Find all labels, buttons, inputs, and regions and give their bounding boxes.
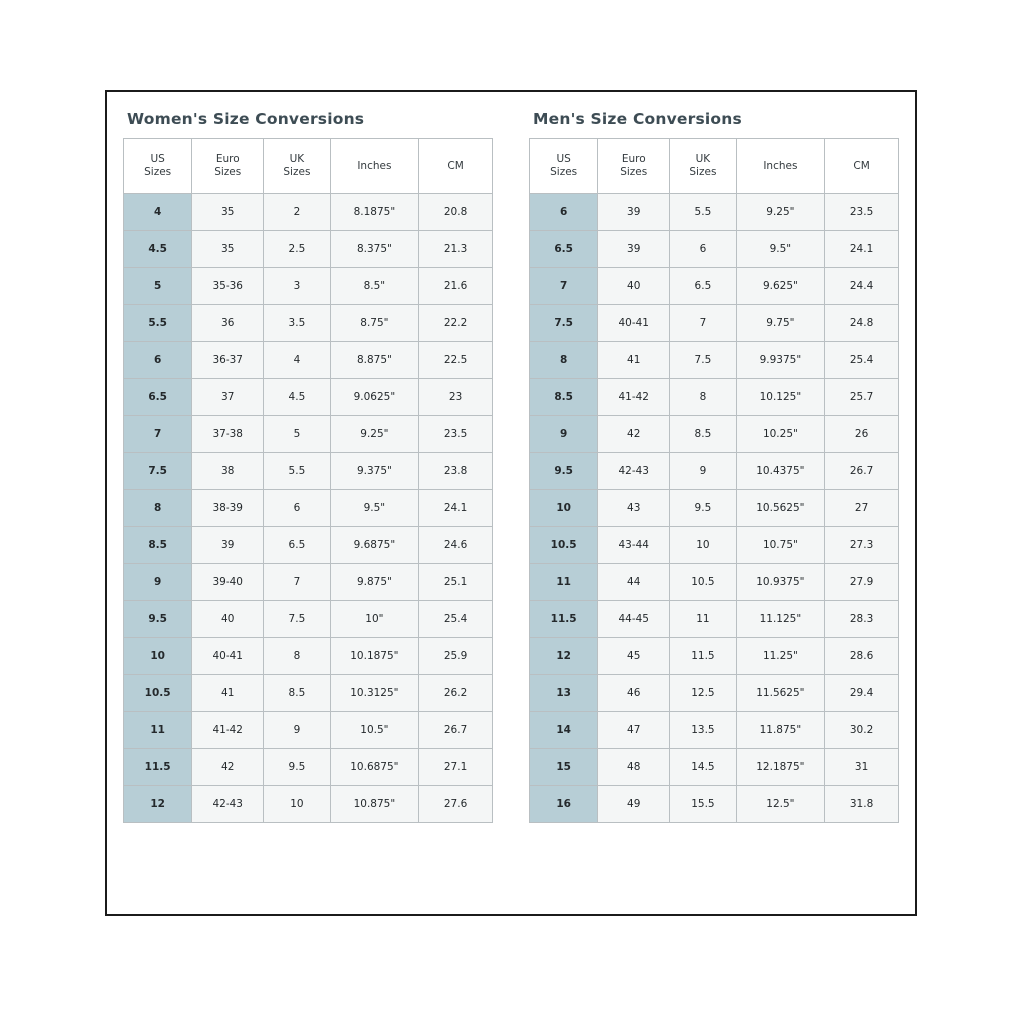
table-row	[530, 749, 899, 786]
cell-cm: 27.1	[419, 749, 493, 786]
column-header-us	[530, 139, 598, 194]
cell-euro: 49	[598, 786, 670, 823]
cell-inches: 9.6875"	[330, 527, 419, 564]
table-row	[530, 416, 899, 453]
cell-us: 6	[124, 342, 192, 379]
header-line-1: CM	[447, 159, 464, 172]
cell-us: 12	[530, 638, 598, 675]
cell-inches: 12.1875"	[736, 749, 825, 786]
cell-cm: 25.4	[419, 601, 493, 638]
table-row	[530, 601, 899, 638]
cell-cm: 25.4	[825, 342, 899, 379]
cell-uk: 9	[264, 712, 330, 749]
cell-inches: 10.5625"	[736, 490, 825, 527]
cell-inches: 10.25"	[736, 416, 825, 453]
cell-uk: 6	[264, 490, 330, 527]
table-row	[124, 564, 493, 601]
cell-euro: 41	[192, 675, 264, 712]
cell-inches: 9.9375"	[736, 342, 825, 379]
cell-inches: 10.9375"	[736, 564, 825, 601]
cell-us: 12	[124, 786, 192, 823]
cell-inches: 10.4375"	[736, 453, 825, 490]
cell-cm: 23.5	[419, 416, 493, 453]
cell-uk: 7.5	[264, 601, 330, 638]
column-header-inches	[736, 139, 825, 194]
cell-cm: 25.9	[419, 638, 493, 675]
cell-cm: 25.1	[419, 564, 493, 601]
table-row	[530, 453, 899, 490]
column-header-euro	[598, 139, 670, 194]
table-row	[530, 786, 899, 823]
cell-inches: 11.125"	[736, 601, 825, 638]
table-row	[124, 342, 493, 379]
header-line-2: Sizes	[689, 166, 717, 178]
table-row	[124, 305, 493, 342]
mens-size-section	[529, 106, 899, 823]
table-row	[530, 268, 899, 305]
cell-inches: 10.75"	[736, 527, 825, 564]
cell-inches: 9.0625"	[330, 379, 419, 416]
cell-cm: 23.8	[419, 453, 493, 490]
header-line-1: UK	[289, 153, 305, 165]
table-row	[530, 490, 899, 527]
cell-uk: 4.5	[264, 379, 330, 416]
womens-section-title: Women's Size Conversions	[127, 110, 365, 128]
cell-euro: 42	[598, 416, 670, 453]
cell-inches: 10.125"	[736, 379, 825, 416]
cell-uk: 5	[264, 416, 330, 453]
cell-cm: 30.2	[825, 712, 899, 749]
cell-uk: 13.5	[670, 712, 736, 749]
cell-euro: 43-44	[598, 527, 670, 564]
cell-us: 10.5	[530, 527, 598, 564]
cell-euro: 45	[598, 638, 670, 675]
cell-inches: 9.625"	[736, 268, 825, 305]
cell-inches: 8.75"	[330, 305, 419, 342]
cell-us: 10	[124, 638, 192, 675]
cell-inches: 8.375"	[330, 231, 419, 268]
cell-euro: 38	[192, 453, 264, 490]
cell-uk: 15.5	[670, 786, 736, 823]
cell-inches: 9.375"	[330, 453, 419, 490]
cell-euro: 36	[192, 305, 264, 342]
cell-inches: 11.5625"	[736, 675, 825, 712]
cell-us: 5.5	[124, 305, 192, 342]
table-row	[124, 786, 493, 823]
cell-inches: 10"	[330, 601, 419, 638]
cell-cm: 26.2	[419, 675, 493, 712]
cell-uk: 5.5	[670, 194, 736, 231]
cell-uk: 6	[670, 231, 736, 268]
cell-inches: 9.5"	[330, 490, 419, 527]
cell-inches: 9.875"	[330, 564, 419, 601]
cell-cm: 28.3	[825, 601, 899, 638]
cell-cm: 27	[825, 490, 899, 527]
cell-euro: 44-45	[598, 601, 670, 638]
cell-euro: 41	[598, 342, 670, 379]
header-line-2: Sizes	[214, 166, 242, 178]
table-row	[124, 416, 493, 453]
table-row	[530, 564, 899, 601]
cell-us: 8.5	[530, 379, 598, 416]
womens-table-head	[124, 139, 493, 194]
cell-inches: 9.25"	[330, 416, 419, 453]
header-line-1: UK	[695, 153, 711, 165]
cell-us: 7	[124, 416, 192, 453]
cell-euro: 35	[192, 194, 264, 231]
cell-euro: 39	[598, 231, 670, 268]
cell-inches: 10.6875"	[330, 749, 419, 786]
cell-us: 6	[530, 194, 598, 231]
cell-inches: 8.875"	[330, 342, 419, 379]
table-row	[530, 638, 899, 675]
cell-us: 6.5	[530, 231, 598, 268]
header-line-2: Sizes	[620, 166, 648, 178]
cell-cm: 20.8	[419, 194, 493, 231]
cell-us: 4	[124, 194, 192, 231]
cell-euro: 47	[598, 712, 670, 749]
cell-cm: 29.4	[825, 675, 899, 712]
mens-section-title: Men's Size Conversions	[533, 110, 742, 128]
cell-euro: 42-43	[192, 786, 264, 823]
table-row	[530, 194, 899, 231]
header-line-1: Euro	[621, 153, 646, 165]
cell-uk: 6.5	[264, 527, 330, 564]
cell-uk: 10	[670, 527, 736, 564]
cell-us: 11	[124, 712, 192, 749]
cell-euro: 37-38	[192, 416, 264, 453]
header-line-1: US	[150, 153, 165, 165]
mens-table-head	[530, 139, 899, 194]
table-row	[530, 231, 899, 268]
table-row	[124, 453, 493, 490]
cell-euro: 36-37	[192, 342, 264, 379]
cell-uk: 11	[670, 601, 736, 638]
cell-uk: 8.5	[264, 675, 330, 712]
header-line-1: CM	[853, 159, 870, 172]
cell-inches: 10.3125"	[330, 675, 419, 712]
cell-inches: 10.875"	[330, 786, 419, 823]
cell-us: 9.5	[530, 453, 598, 490]
column-header-cm	[419, 139, 493, 194]
cell-inches: 12.5"	[736, 786, 825, 823]
womens-size-section	[123, 106, 493, 823]
header-line-1: US	[556, 153, 571, 165]
cell-uk: 10	[264, 786, 330, 823]
table-header-row	[124, 139, 493, 194]
cell-cm: 27.3	[825, 527, 899, 564]
cell-us: 7	[530, 268, 598, 305]
cell-us: 15	[530, 749, 598, 786]
table-row	[124, 675, 493, 712]
table-row	[124, 749, 493, 786]
cell-cm: 24.1	[419, 490, 493, 527]
cell-euro: 42	[192, 749, 264, 786]
cell-us: 7.5	[530, 305, 598, 342]
table-row	[124, 268, 493, 305]
cell-us: 7.5	[124, 453, 192, 490]
womens-size-table	[123, 138, 493, 823]
table-header-row	[530, 139, 899, 194]
table-row	[124, 490, 493, 527]
table-row	[124, 712, 493, 749]
cell-uk: 5.5	[264, 453, 330, 490]
cell-uk: 9.5	[264, 749, 330, 786]
cell-inches: 9.75"	[736, 305, 825, 342]
column-header-uk	[264, 139, 330, 194]
cell-inches: 10.1875"	[330, 638, 419, 675]
column-header-us	[124, 139, 192, 194]
cell-uk: 10.5	[670, 564, 736, 601]
cell-euro: 40	[598, 268, 670, 305]
cell-inches: 10.5"	[330, 712, 419, 749]
cell-us: 16	[530, 786, 598, 823]
cell-cm: 26.7	[825, 453, 899, 490]
cell-uk: 7	[670, 305, 736, 342]
cell-uk: 9	[670, 453, 736, 490]
cell-us: 14	[530, 712, 598, 749]
size-chart-card	[105, 90, 917, 916]
header-line-1: Inches	[763, 159, 798, 172]
cell-cm: 27.9	[825, 564, 899, 601]
cell-cm: 21.6	[419, 268, 493, 305]
cell-cm: 22.5	[419, 342, 493, 379]
cell-us: 6.5	[124, 379, 192, 416]
cell-uk: 3	[264, 268, 330, 305]
cell-cm: 26.7	[419, 712, 493, 749]
cell-euro: 37	[192, 379, 264, 416]
cell-us: 11	[530, 564, 598, 601]
table-row	[124, 527, 493, 564]
cell-euro: 41-42	[192, 712, 264, 749]
column-header-euro	[192, 139, 264, 194]
cell-cm: 27.6	[419, 786, 493, 823]
table-row	[530, 675, 899, 712]
header-line-1: Euro	[215, 153, 240, 165]
cell-cm: 23	[419, 379, 493, 416]
table-row	[124, 379, 493, 416]
table-row	[124, 231, 493, 268]
cell-uk: 14.5	[670, 749, 736, 786]
cell-inches: 11.875"	[736, 712, 825, 749]
cell-cm: 31.8	[825, 786, 899, 823]
cell-us: 13	[530, 675, 598, 712]
cell-uk: 8	[670, 379, 736, 416]
cell-cm: 28.6	[825, 638, 899, 675]
cell-inches: 8.5"	[330, 268, 419, 305]
cell-euro: 44	[598, 564, 670, 601]
cell-us: 8	[124, 490, 192, 527]
table-row	[124, 601, 493, 638]
cell-us: 8	[530, 342, 598, 379]
cell-uk: 12.5	[670, 675, 736, 712]
cell-us: 9	[124, 564, 192, 601]
table-row	[124, 638, 493, 675]
cell-uk: 8.5	[670, 416, 736, 453]
cell-cm: 24.8	[825, 305, 899, 342]
cell-inches: 9.25"	[736, 194, 825, 231]
cell-uk: 11.5	[670, 638, 736, 675]
cell-euro: 41-42	[598, 379, 670, 416]
table-row	[530, 379, 899, 416]
header-line-2: Sizes	[283, 166, 311, 178]
cell-cm: 21.3	[419, 231, 493, 268]
cell-inches: 8.1875"	[330, 194, 419, 231]
column-header-inches	[330, 139, 419, 194]
mens-size-table	[529, 138, 899, 823]
cell-euro: 40-41	[192, 638, 264, 675]
cell-cm: 31	[825, 749, 899, 786]
cell-uk: 7.5	[670, 342, 736, 379]
cell-euro: 42-43	[598, 453, 670, 490]
cell-us: 10.5	[124, 675, 192, 712]
table-row	[530, 305, 899, 342]
cell-euro: 40	[192, 601, 264, 638]
cell-cm: 26	[825, 416, 899, 453]
column-header-uk	[670, 139, 736, 194]
cell-euro: 48	[598, 749, 670, 786]
cell-euro: 35-36	[192, 268, 264, 305]
table-row	[530, 712, 899, 749]
header-line-1: Inches	[357, 159, 392, 172]
cell-cm: 24.6	[419, 527, 493, 564]
table-row	[124, 194, 493, 231]
cell-euro: 39	[192, 527, 264, 564]
cell-cm: 24.4	[825, 268, 899, 305]
cell-us: 4.5	[124, 231, 192, 268]
cell-euro: 35	[192, 231, 264, 268]
cell-euro: 43	[598, 490, 670, 527]
cell-us: 9	[530, 416, 598, 453]
cell-us: 10	[530, 490, 598, 527]
cell-uk: 2.5	[264, 231, 330, 268]
cell-euro: 40-41	[598, 305, 670, 342]
cell-inches: 9.5"	[736, 231, 825, 268]
cell-uk: 3.5	[264, 305, 330, 342]
cell-us: 11.5	[124, 749, 192, 786]
table-row	[530, 527, 899, 564]
cell-cm: 25.7	[825, 379, 899, 416]
mens-table-body	[530, 194, 899, 823]
cell-euro: 38-39	[192, 490, 264, 527]
cell-us: 5	[124, 268, 192, 305]
cell-euro: 39-40	[192, 564, 264, 601]
chart-columns	[107, 92, 915, 833]
cell-us: 11.5	[530, 601, 598, 638]
cell-us: 9.5	[124, 601, 192, 638]
womens-table-body	[124, 194, 493, 823]
cell-euro: 46	[598, 675, 670, 712]
header-line-2: Sizes	[550, 166, 578, 178]
cell-cm: 24.1	[825, 231, 899, 268]
cell-uk: 6.5	[670, 268, 736, 305]
cell-uk: 9.5	[670, 490, 736, 527]
cell-uk: 4	[264, 342, 330, 379]
cell-euro: 39	[598, 194, 670, 231]
table-row	[530, 342, 899, 379]
cell-cm: 22.2	[419, 305, 493, 342]
cell-inches: 11.25"	[736, 638, 825, 675]
cell-cm: 23.5	[825, 194, 899, 231]
column-header-cm	[825, 139, 899, 194]
cell-us: 8.5	[124, 527, 192, 564]
header-line-2: Sizes	[144, 166, 172, 178]
cell-uk: 7	[264, 564, 330, 601]
cell-uk: 2	[264, 194, 330, 231]
cell-uk: 8	[264, 638, 330, 675]
